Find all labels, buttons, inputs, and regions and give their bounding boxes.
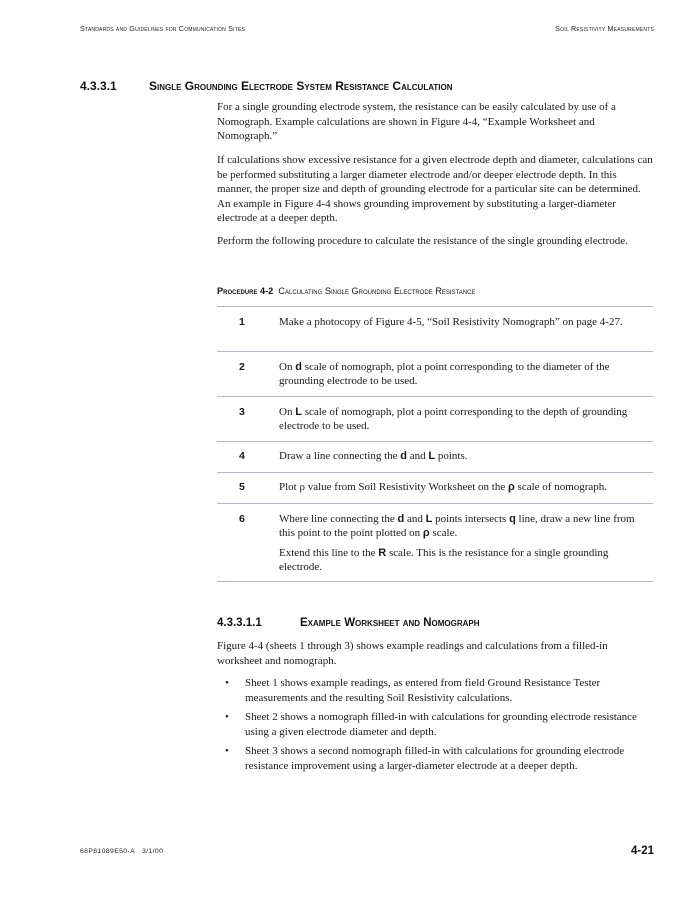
paragraph-text: Perform the following procedure to calculate the resistance of the single grounding electrode. [217,235,628,247]
paragraph-1 [217,100,653,144]
paragraph-text: (sheets 1 through 3) shows example readings and calculations from a filled-in worksheet and nomograph. [217,640,608,667]
running-header-right: Soil Resistivity Measurements [555,24,654,33]
scale-symbol: L [425,513,433,525]
section-title: Single Grounding Electrode System Resistance Calculation [149,79,453,93]
procedure-step [217,396,653,441]
list-item-text: Sheet 3 shows a second nomograph filled-in with calculations for grounding electrode resistance improvement using a larger-diameter electrode at a deeper depth. [245,745,625,772]
list-item-text: Sheet 2 shows a nomograph filled-in with calculations for grounding electrode resistance using a given electrode diameter and depth. [245,711,637,738]
page-link[interactable]: 4-27 [599,316,620,328]
paragraph-text: shows grounding improvement by substituting a larger-diameter electrode at a deeper depth. [217,197,616,224]
step-number: 6 [239,513,245,525]
step-text [279,449,651,463]
step-text-part: scale. This is the resistance for a single grounding electrode. [279,547,609,573]
step-number: 4 [239,450,245,462]
step-text-part: , “Soil Resistivity Nomograph” on page [421,316,600,328]
doc-date: 3/1/00 [141,848,164,855]
step-text [279,360,651,388]
paragraph-text: , “Example Worksheet and Nomograph.” [217,115,595,142]
step-text [279,405,651,433]
procedure-label: Procedure 4-2 [217,286,274,296]
procedure-step [217,503,653,582]
step-text-part: scale of nomograph. [514,481,608,493]
step-text [279,315,651,329]
section-number: 4.3.3.1 [80,79,117,93]
paragraph-text: If calculations show excessive resistance for a given electrode depth and diameter, calculations can be performed substituting a larger diameter electrode and/or deeper electrode depth. In this manner, the proper size and depth of grounding electrode for a particular site can be determined. An example in Figure [217,154,653,210]
paragraph-2 [217,153,653,226]
step-text-part: Where line connecting the [279,513,398,525]
step-text-part: and [404,513,426,525]
list-item [217,744,653,773]
step-text-part: Draw a line connecting the [279,450,401,462]
figure-link[interactable]: 4-4 [462,115,478,128]
step-text-part: scale. [429,527,458,539]
step-number: 3 [239,406,245,418]
doc-id: 68P81089E50-A [80,848,136,855]
subsection-number: 4.3.3.1.1 [217,617,262,629]
subsection-heading [217,617,480,629]
subsection-title: Example Worksheet and Nomograph [300,617,480,629]
step-text-part: Plot ρ value from Soil Resistivity Worksheet on the [279,481,508,493]
scale-symbol: d [400,450,407,462]
list-item [217,710,653,739]
subsection-intro [217,639,653,668]
figure-link[interactable]: 4-4 [248,640,264,652]
procedure-step [217,472,653,503]
list-item-text: Sheet 1 shows example readings, as entered from field Ground Resistance Tester measurements and the resulting Soil Resistivity calculations. [245,677,601,704]
step-number: 2 [239,361,245,373]
step-text-part: points. [435,450,468,462]
step-number: 1 [239,316,245,328]
scale-symbol: L [428,450,436,462]
bullet-icon: • [225,745,229,757]
paragraph-3 [217,234,653,249]
step-text-part: . [619,316,623,328]
procedure-steps [217,306,653,582]
bullet-icon: • [225,677,229,689]
step-text-part: On [279,406,296,418]
step-text-part: Make a photocopy of Figure [279,316,407,328]
page-number: 4-21 [630,845,654,857]
paragraph-text: Figure [217,640,249,652]
scale-symbol: L [295,406,302,418]
step-text-part: scale of nomograph, plot a point corresponding to the depth of grounding electrode to be used. [279,406,628,432]
step-text [279,512,651,574]
scale-symbol: d [295,361,302,373]
figure-link[interactable]: 4-4 [315,197,331,210]
running-header-left: Standards and Guidelines for Communication Sites [80,24,246,33]
procedure-step [217,351,653,396]
step-text-part: scale of nomograph, plot a point corresponding to the diameter of the grounding electrode to be used. [279,361,610,387]
list-item [217,676,653,705]
bullet-list [217,676,653,773]
procedure-step [217,441,653,472]
section-heading [80,79,660,93]
step-number: 5 [239,481,245,493]
procedure-name: Calculating Single Grounding Electrode Resistance [278,286,476,296]
scale-symbol: ρ [422,527,430,539]
step-text [279,480,651,494]
step-text-part: line, draw a new line from this point to the point plotted on [279,513,635,539]
scale-symbol: q [509,513,516,525]
paragraph-text: For a single grounding electrode system, the resistance can be easily calculated by use of a Nomograph. Example calculations are shown in Figure [217,101,616,128]
scale-symbol: ρ [507,481,515,493]
scale-symbol: R [378,547,387,559]
step-text-part: points intersects [432,513,510,525]
step-text-part: and [407,450,429,462]
scale-symbol: d [397,513,405,525]
step-text-part: Extend this line to the [279,547,379,559]
procedure-title [217,286,475,296]
bullet-icon: • [225,711,229,723]
step-text-part: On [279,361,296,373]
footer-doc-info [80,848,163,855]
procedure-step [217,306,653,351]
figure-link[interactable]: 4-5 [407,316,422,328]
